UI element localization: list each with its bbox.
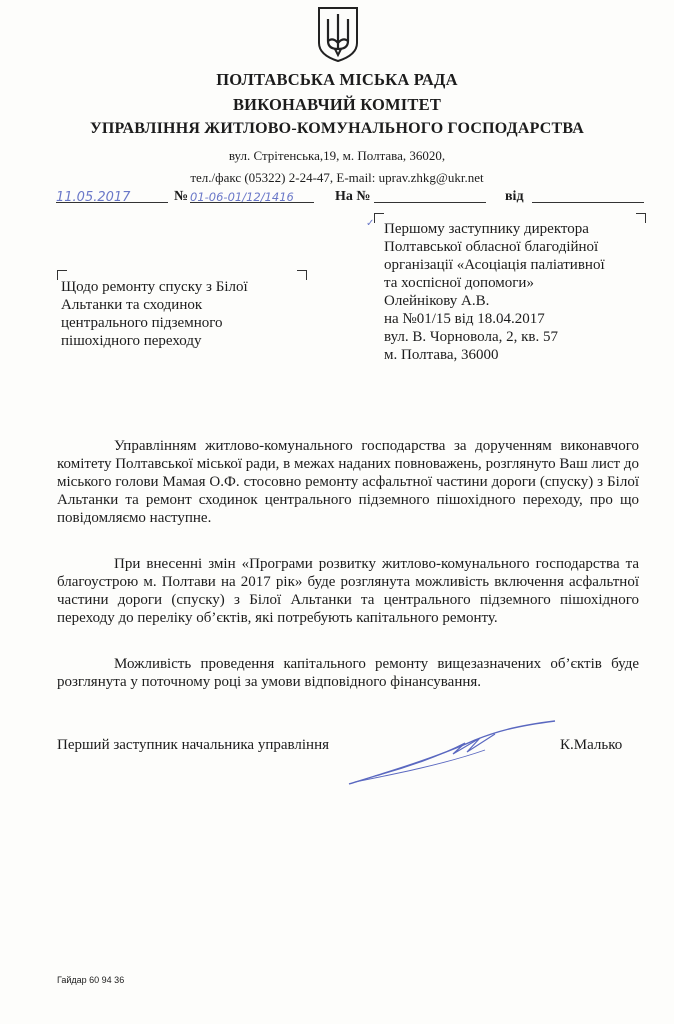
body-paragraph-3: Можливість проведення капітального ремонту вищезазначених об’єктів буде розглянута у поточному році за умови відповідного фінансування. <box>57 656 639 690</box>
handwritten-signature <box>345 718 560 790</box>
reply-to-number-field <box>374 188 486 203</box>
subject-line: центрального підземного <box>61 315 223 331</box>
org-name-department: УПРАВЛІННЯ ЖИТЛОВО-КОМУНАЛЬНОГО ГОСПОДАРСТВА <box>89 120 585 137</box>
subject-line: Щодо ремонту спуску з Білої <box>61 279 248 295</box>
subject-block <box>61 278 311 350</box>
signatory-position: Перший заступник начальника управління <box>57 737 330 753</box>
recipient-corner-left <box>374 213 384 223</box>
from-label: від <box>505 189 524 204</box>
subject-line: пішохідного переходу <box>61 333 202 349</box>
org-name-executive-committee: ВИКОНАВЧИЙ КОМІТЕТ <box>232 95 442 114</box>
outgoing-date: 11.05.2017 <box>56 190 131 205</box>
org-name-city-council: ПОЛТАВСЬКА МІСЬКА РАДА <box>216 70 458 89</box>
number-label: № <box>174 189 189 204</box>
org-contacts: тел./факс (05322) 2-24-47, E-mail: uprav.zhkg@ukr.net <box>190 170 484 185</box>
recipient-line: Полтавської обласної благодійної <box>384 239 599 255</box>
recipient-line: м. Полтава, 36000 <box>384 347 499 363</box>
reply-to-label: На № <box>335 189 371 204</box>
subject-line: Альтанки та сходинок <box>61 297 203 313</box>
recipient-line: організації «Асоціація паліативної <box>384 257 605 273</box>
check-mark-icon: ✓ <box>366 218 375 229</box>
outgoing-number: 01-06-01/12/1416 <box>190 190 294 204</box>
executor-note: Гайдар 60 94 36 <box>57 975 125 985</box>
reply-to-date-field <box>532 188 644 203</box>
recipient-line: та хоспісної допомоги» <box>384 275 534 291</box>
org-address: вул. Стрітенська,19, м. Полтава, 36020, <box>228 148 446 163</box>
recipient-line: Олейнікову А.В. <box>384 293 490 309</box>
coat-of-arms-icon <box>316 5 360 63</box>
body-paragraph-1: Управлінням житлово-комунального господарства за дорученням виконавчого комітету Полтавської міської ради, в межах наданих повноважень, розглянуто Ваш лист до міського голови Мамая О.Ф. стосовно ремонту асфальтної частини дороги (спуску) з Білої Альтанки та ремонт сходинок центрального підземного пішохідного переходу, про що повідомляємо наступне. <box>57 438 639 526</box>
recipient-line: Першому заступнику директора <box>384 221 589 237</box>
date-field <box>56 188 168 203</box>
recipient-block <box>384 220 654 364</box>
signatory-name: К.Малько <box>560 737 623 753</box>
recipient-line: на №01/15 від 18.04.2017 <box>384 311 545 327</box>
recipient-line: вул. В. Чорновола, 2, кв. 57 <box>384 329 558 345</box>
number-field <box>190 188 314 203</box>
registration-line <box>56 188 646 210</box>
body-paragraph-2: При внесенні змін «Програми розвитку житлово-комунального господарства та благоустрою м. Полтави на 2017 рік» буде розглянута можливість включення асфальтної частини дороги (спуску) з Білої Альтанки та центрального підземного пішохідного переходу до переліку об’єктів, які потребують капітального ремонту. <box>57 556 639 626</box>
